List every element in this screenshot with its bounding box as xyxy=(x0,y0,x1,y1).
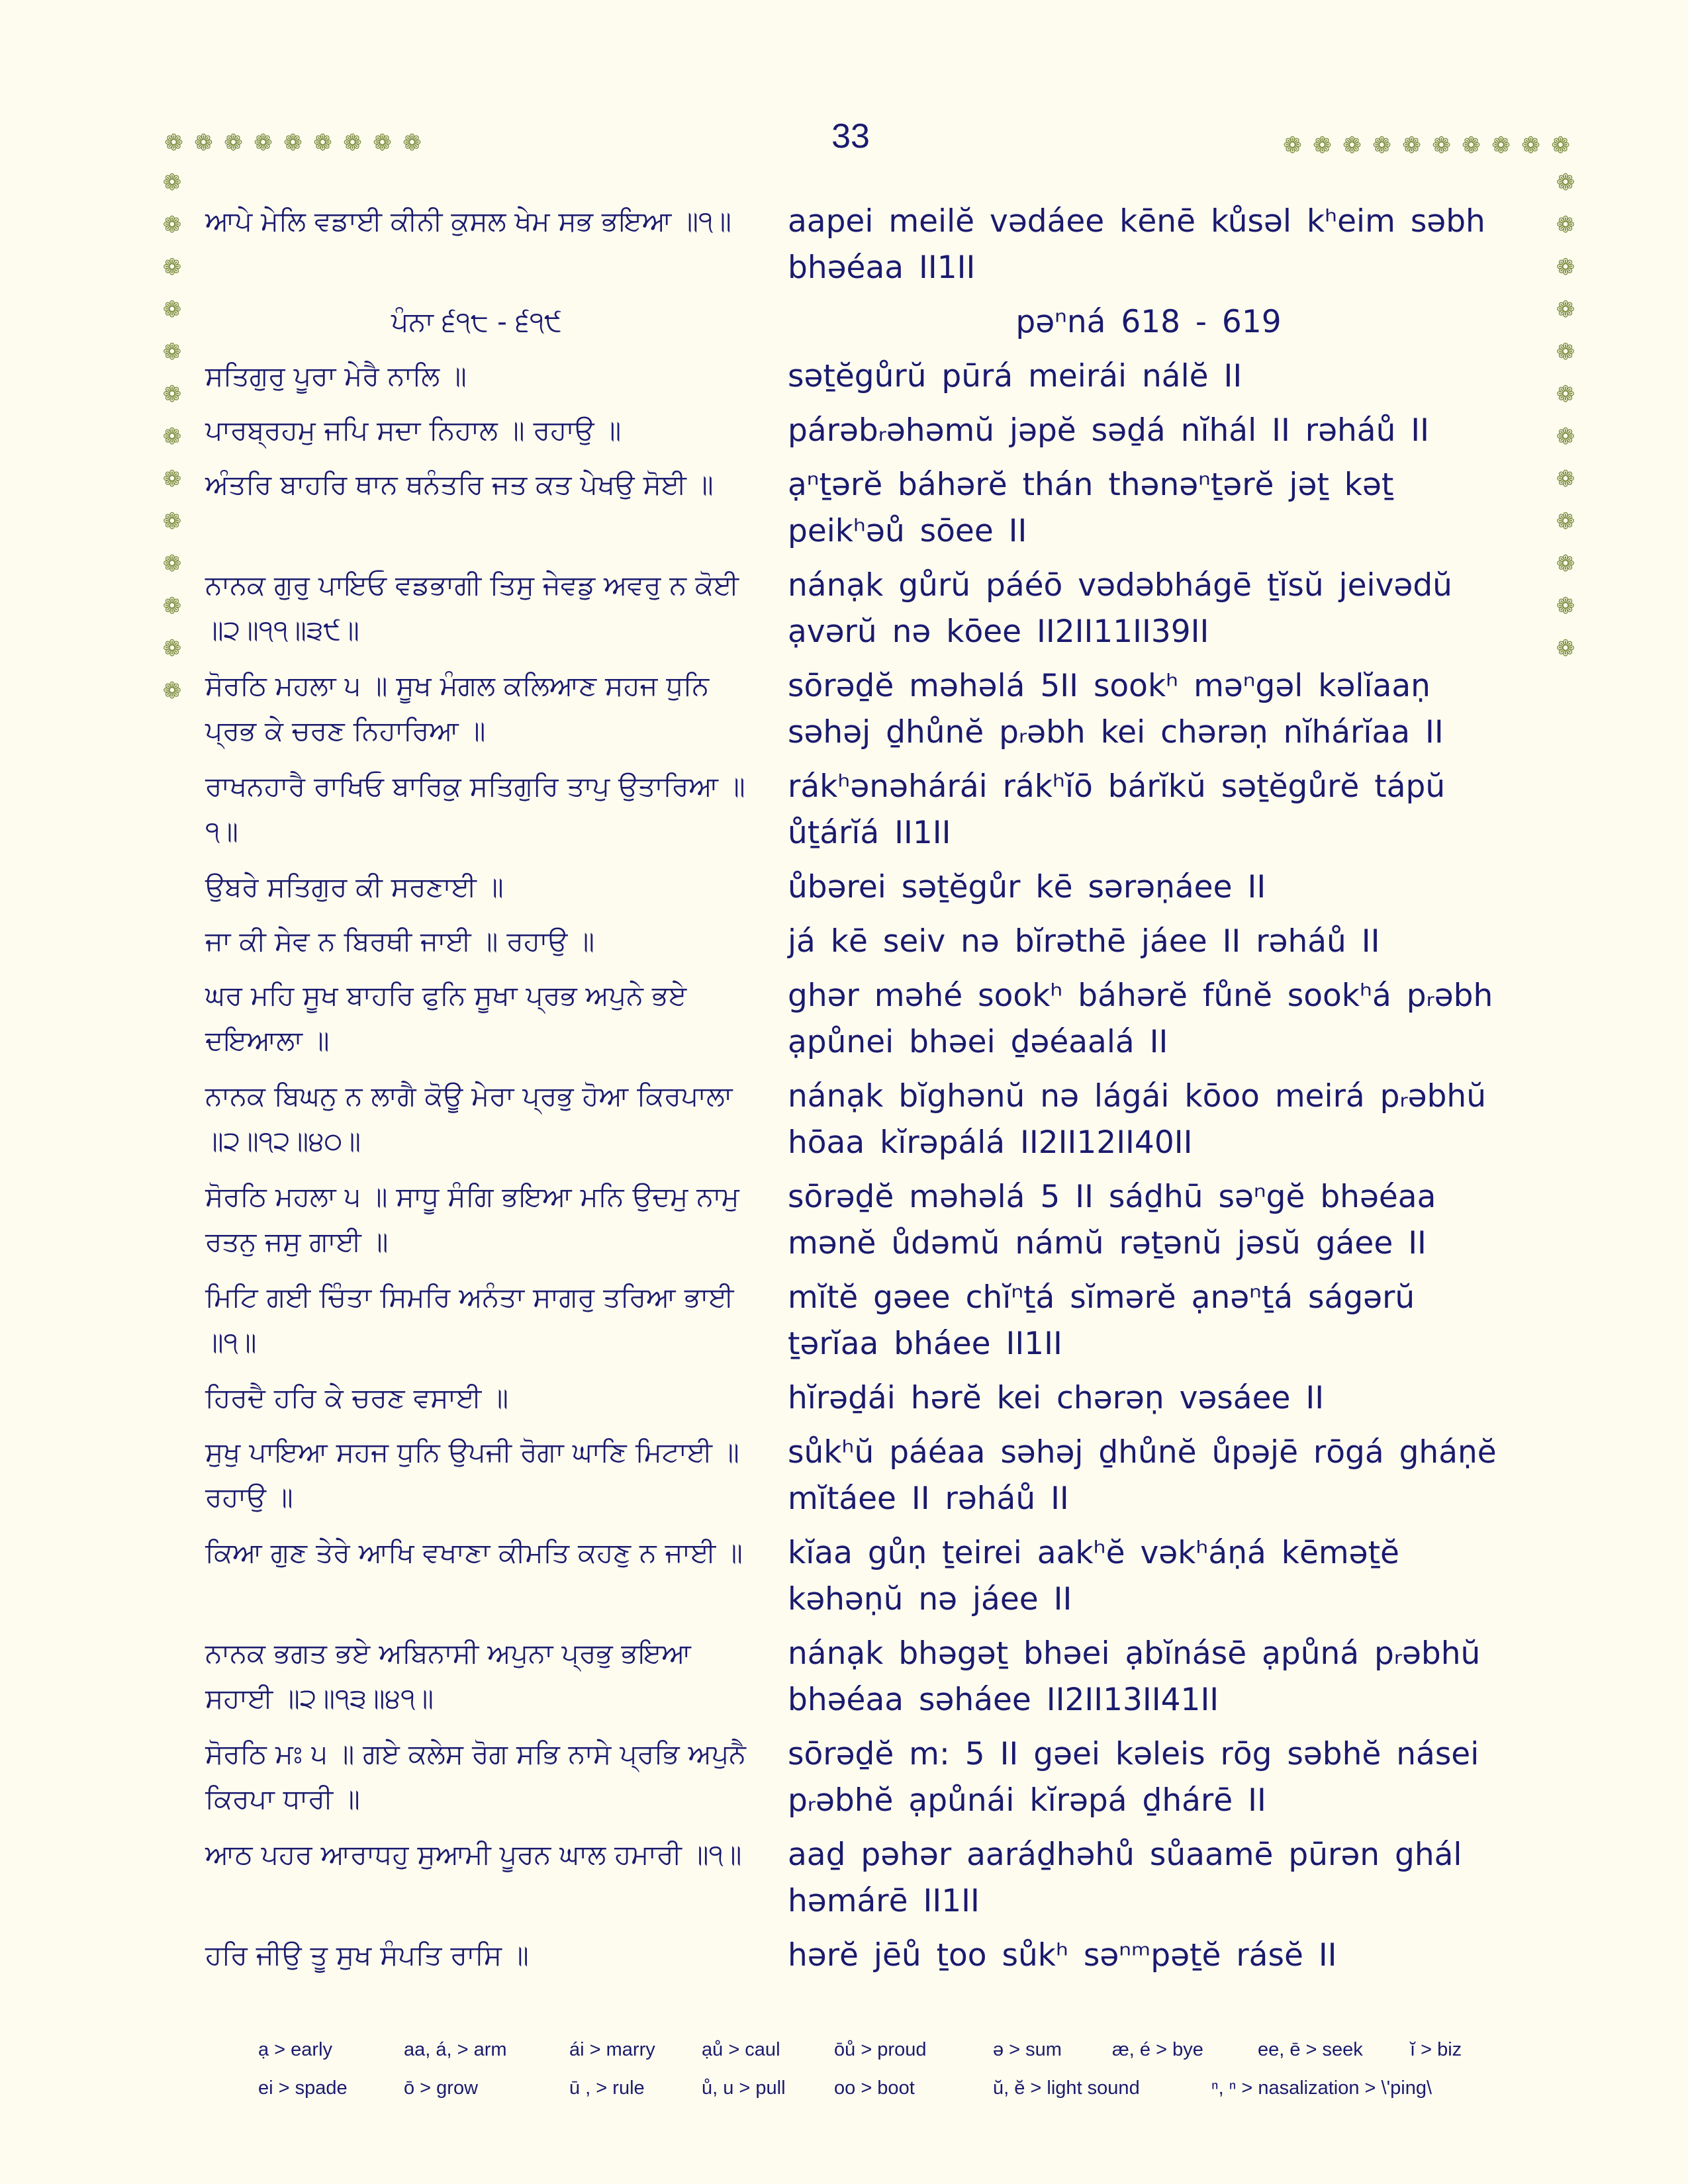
gurmukhi-text: ਅੰਤਰਿ ਬਾਹਰਿ ਥਾਨ ਥਨੰਤਰਿ ਜਤ ਕਤ ਪੇਖਉ ਸੋਈ ॥ xyxy=(205,469,714,500)
verse-row xyxy=(205,199,1542,291)
legend-item: oo > boot xyxy=(834,2077,915,2099)
transliteration-text: sůkʰŭ páéaa səhəj ḏhůnĕ ůpəjē rōgá gháṇĕ mĭtáee II rəháů II xyxy=(788,1434,1497,1517)
legend-item: æ, é > bye xyxy=(1112,2038,1203,2060)
flower-icon: ❁ xyxy=(162,635,182,662)
gurmukhi-text: ਹਿਰਦੈ ਹਰਿ ਕੇ ਚਰਣ ਵਸਾਈ ॥ xyxy=(205,1382,508,1414)
verse-row xyxy=(205,462,1542,555)
flower-icon: ❁ xyxy=(164,130,183,156)
transliteration-text: aaḏ pəhər aaráḏhəhů sůaamē pūrən ghál həmárē II1II xyxy=(788,1837,1462,1919)
flower-icon: ❁ xyxy=(1342,132,1362,159)
flower-icon: ❁ xyxy=(224,130,243,156)
transliteration-text: já kē seiv nə bĭrəthē jáee II rəháů II xyxy=(788,923,1380,960)
flower-icon: ❁ xyxy=(1556,212,1575,238)
legend-item: ə > sum xyxy=(993,2038,1062,2060)
flower-icon: ❁ xyxy=(1556,339,1575,365)
legend-item: ạ > early xyxy=(258,2038,333,2060)
legend-item: ū , > rule xyxy=(569,2077,645,2099)
verse-row xyxy=(205,1430,1542,1522)
transliteration-text: sōrəḏĕ m: 5 II gəei kəleis rōg səbhĕ násei pᵣəbhĕ ạpůnái kĭrəpá ḏhárē II xyxy=(788,1736,1479,1819)
pronunciation-legend xyxy=(258,2030,1516,2107)
legend-row xyxy=(258,2069,1516,2107)
gurmukhi-text: ਪੰਨਾ ੬੧੮ - ੬੧੯ xyxy=(391,306,562,338)
gurmukhi-text: ਆਠ ਪਹਰ ਆਰਾਧਹੁ ਸੁਆਮੀ ਪੂਰਨ ਘਾਲ ਹਮਾਰੀ ॥੧॥ xyxy=(205,1839,742,1870)
flower-icon: ❁ xyxy=(1491,132,1511,159)
gurmukhi-text: ਉਬਰੇ ਸਤਿਗੁਰ ਕੀ ਸਰਣਾਈ ॥ xyxy=(205,871,504,903)
flower-icon: ❁ xyxy=(162,424,182,450)
legend-item: ōů > proud xyxy=(834,2038,927,2060)
flower-icon: ❁ xyxy=(194,130,213,156)
gurmukhi-text: ਸੋਰਠਿ ਮਃ ੫ ॥ ਗਏ ਕਲੇਸ ਰੋਗ ਸਭਿ ਨਾਸੇ ਪ੍ਰਭਿ ਅਪੁਨੈ ਕਿਰਪਾ ਧਾਰੀ ॥ xyxy=(205,1738,746,1815)
transliteration-text: sōrəḏĕ məhəlá 5II sookʰ məⁿgəl kəlĭaaṇ səhəj ḏhůnĕ pᵣəbh kei chərəṇ nĭhárĭaa II xyxy=(788,668,1444,751)
gurmukhi-text: ਜਾ ਕੀ ਸੇਵ ਨ ਬਿਰਥੀ ਜਾਈ ॥ ਰਹਾਉ ॥ xyxy=(205,925,594,957)
flower-icon: ❁ xyxy=(1551,132,1570,159)
flower-icon: ❁ xyxy=(162,381,182,408)
flower-icon: ❁ xyxy=(1556,593,1575,619)
verse-row xyxy=(205,1731,1542,1824)
transliteration-text: nánạk bhəgəṯ bhəei ạbĭnásē ạpůná pᵣəbhŭ bhəéaa səháee II2II13II41II xyxy=(788,1635,1481,1718)
flower-icon: ❁ xyxy=(254,130,273,156)
gurmukhi-text: ਆਪੇ ਮੇਲਿ ਵਡਾਈ ਕੀਨੀ ਕੁਸਲ ਖੇਮ ਸਭ ਭਇਆ ॥੧॥ xyxy=(205,205,731,237)
verse-row xyxy=(205,1530,1542,1623)
verse-row xyxy=(205,1073,1542,1166)
transliteration-text: nánạk bĭghənŭ nə lágái kōoo meirá pᵣəbhŭ hōaa kĭrəpálá II2II12II40II xyxy=(788,1078,1486,1161)
flower-icon: ❁ xyxy=(1556,466,1575,492)
flower-icon: ❁ xyxy=(1402,132,1421,159)
page-number: 33 xyxy=(831,117,870,156)
flower-icon: ❁ xyxy=(1556,551,1575,577)
ornament-right-border xyxy=(1552,161,1579,670)
legend-item: ee, ē > seek xyxy=(1258,2038,1363,2060)
legend-item: ŭ, ĕ > light sound xyxy=(993,2077,1140,2099)
verse-row xyxy=(205,1933,1542,1979)
flower-icon: ❁ xyxy=(343,130,362,156)
transliteration-text: sōrəḏĕ məhəlá 5 II sáḏhū səⁿgĕ bhəéaa mənĕ ůdəmŭ námŭ rəṯənŭ jəsŭ gáee II xyxy=(788,1179,1436,1261)
legend-item: ō > grow xyxy=(404,2077,479,2099)
gurmukhi-text: ਮਿਟਿ ਗਈ ਚਿੰਤਾ ਸਿਮਰਿ ਅਨੰਤਾ ਸਾਗਰੁ ਤਰਿਆ ਭਾਈ ॥੧॥ xyxy=(205,1281,734,1358)
gurmukhi-text: ਰਾਖਨਹਾਰੈ ਰਾਖਿਓ ਬਾਰਿਕੁ ਸਤਿਗੁਰਿ ਤਾਪੁ ਉਤਾਰਿਆ ॥੧॥ xyxy=(205,770,745,847)
flower-icon: ❁ xyxy=(162,296,182,323)
gurmukhi-text: ਘਰ ਮਹਿ ਸੂਖ ਬਾਹਰਿ ਫੁਨਿ ਸੂਖਾ ਪ੍ਰਭ ਅਪੁਨੇ ਭਏ ਦਇਆਲਾ ॥ xyxy=(205,979,687,1056)
transliteration-text: rákʰənəhárái rákʰĭō bárĭkŭ səṯĕgůrĕ tápŭ ůṯárĭá II1II xyxy=(788,768,1446,851)
transliteration-text: hĭrəḏái hərĕ kei chərəṇ vəsáee II xyxy=(788,1380,1325,1416)
gurmukhi-text: ਕਿਆ ਗੁਣ ਤੇਰੇ ਆਖਿ ਵਖਾਣਾ ਕੀਮਤਿ ਕਹਣੁ ਨ ਜਾਈ ॥ xyxy=(205,1537,743,1569)
transliteration-text: aapei meilĕ vədáee kēnē kůsəl kʰeim səbh bhəéaa II1II xyxy=(788,203,1485,286)
flower-icon: ❁ xyxy=(1556,424,1575,450)
ornament-left-border xyxy=(159,161,185,712)
flower-icon: ❁ xyxy=(162,678,182,704)
legend-row xyxy=(258,2030,1516,2069)
legend-item: ĭ > biz xyxy=(1410,2038,1462,2060)
flower-icon: ❁ xyxy=(162,339,182,365)
flower-icon: ❁ xyxy=(1556,296,1575,323)
flower-icon: ❁ xyxy=(162,169,182,196)
gurmukhi-text: ਨਾਨਕ ਭਗਤ ਭਏ ਅਬਿਨਾਸੀ ਅਪੁਨਾ ਪ੍ਰਭੁ ਭਇਆ ਸਹਾਈ ॥੨॥੧੩॥੪੧॥ xyxy=(205,1637,691,1714)
legend-item: ạů > caul xyxy=(702,2038,780,2060)
transliteration-text: nánạk gůrŭ páéō vədəbhágē ṯĭsŭ jeivədŭ ạvərŭ nə kōee II2II11II39II xyxy=(788,567,1452,650)
flower-icon: ❁ xyxy=(1313,132,1332,159)
legend-item: aa, á, > arm xyxy=(404,2038,507,2060)
flower-icon: ❁ xyxy=(1372,132,1391,159)
gurmukhi-text: ਸੁਖੁ ਪਾਇਆ ਸਹਜ ਧੁਨਿ ਉਪਜੀ ਰੋਗਾ ਘਾਣਿ ਮਿਟਾਈ ॥ ਰਹਾਉ ॥ xyxy=(205,1436,739,1513)
verse-row xyxy=(205,353,1542,400)
gurmukhi-text: ਨਾਨਕ ਗੁਰੁ ਪਾਇਓ ਵਡਭਾਗੀ ਤਿਸੁ ਜੇਵਡੁ ਅਵਰੁ ਨ ਕੋਈ ॥੨॥੧੧॥੩੯॥ xyxy=(205,569,739,646)
gurmukhi-text: ਪਾਰਬ੍ਰਹਮੁ ਜਪਿ ਸਦਾ ਨਿਹਾਲ ॥ ਰਹਾਉ ॥ xyxy=(205,414,622,446)
verse-row xyxy=(205,1631,1542,1723)
legend-item: ái > marry xyxy=(569,2038,655,2060)
verse-row xyxy=(205,764,1542,856)
gurmukhi-text: ਨਾਨਕ ਬਿਘਨੁ ਨ ਲਾਗੈ ਕੋਊ ਮੇਰਾ ਪ੍ਰਭੁ ਹੋਆ ਕਿਰਪਾਲਾ ॥੨॥੧੨॥੪੦॥ xyxy=(205,1080,733,1157)
flower-icon: ❁ xyxy=(1556,635,1575,662)
verse-row xyxy=(205,663,1542,756)
flower-icon: ❁ xyxy=(162,466,182,492)
legend-item: ei > spade xyxy=(258,2077,348,2099)
transliteration-text: pəⁿná 618 - 619 xyxy=(1015,304,1282,340)
transliteration-text: ůbərei səṯĕgůr kē sərəṇáee II xyxy=(788,869,1266,905)
flower-icon: ❁ xyxy=(1556,254,1575,281)
flower-icon: ❁ xyxy=(1556,508,1575,535)
transliteration-text: mĭtĕ gəee chĭⁿṯá sĭmərĕ ạnəⁿṯá ságərŭ ṯərĭaa bháee II1II xyxy=(788,1279,1415,1362)
transliteration-text: səṯĕgůrŭ pūrá meirái nálĕ II xyxy=(788,358,1243,394)
flower-icon: ❁ xyxy=(162,254,182,281)
flower-icon: ❁ xyxy=(313,130,332,156)
verse-row xyxy=(205,864,1542,911)
flower-icon: ❁ xyxy=(283,130,303,156)
verse-row xyxy=(205,1174,1542,1267)
flower-icon: ❁ xyxy=(162,212,182,238)
flower-icon: ❁ xyxy=(1283,132,1302,159)
verse-row xyxy=(205,973,1542,1066)
flower-icon: ❁ xyxy=(402,130,422,156)
flower-icon: ❁ xyxy=(1521,132,1540,159)
gurmukhi-text: ਸਤਿਗੁਰੁ ਪੂਰਾ ਮੇਰੈ ਨਾਲਿ ॥ xyxy=(205,360,467,392)
verse-list xyxy=(205,199,1542,1987)
verse-row xyxy=(205,1275,1542,1367)
page-range-heading xyxy=(205,299,1542,345)
gurmukhi-text: ਸੋਰਠਿ ਮਹਲਾ ੫ ॥ ਸਾਧੂ ਸੰਗਿ ਭਇਆ ਮਨਿ ਉਦਮੁ ਨਾਮੁ ਰਤਨੁ ਜਸੁ ਗਾਈ ॥ xyxy=(205,1181,739,1257)
verse-row xyxy=(205,919,1542,965)
flower-icon: ❁ xyxy=(162,551,182,577)
transliteration-text: hərĕ jēů ṯoo sůkʰ səⁿᵐpəṯĕ rásĕ II xyxy=(788,1937,1337,1974)
verse-row xyxy=(205,408,1542,454)
transliteration-text: ghər məhé sookʰ báhərĕ fůnĕ sookʰá pᵣəbh ạpůnei bhəei ḏəéaalá II xyxy=(788,978,1493,1060)
transliteration-text: ạⁿṯərĕ báhərĕ thán thənəⁿṯərĕ jəṯ kəṯ peikʰəů sōee II xyxy=(788,467,1394,549)
verse-row xyxy=(205,1832,1542,1925)
flower-icon: ❁ xyxy=(1556,381,1575,408)
transliteration-text: párəbᵣəhəmŭ jəpĕ səḏá nĭhál II rəháů II xyxy=(788,412,1430,449)
flower-icon: ❁ xyxy=(1432,132,1451,159)
legend-item: ⁿ, ⁿ > nasalization > \'ping\ xyxy=(1211,2077,1432,2099)
verse-row xyxy=(205,563,1542,655)
ornament-top-right xyxy=(1278,132,1575,159)
transliteration-text: kĭaa gůṇ ṯeirei aakʰĕ vəkʰáṇá kēməṯĕ kəhəṇŭ nə jáee II xyxy=(788,1535,1399,1617)
flower-icon: ❁ xyxy=(373,130,392,156)
gurmukhi-text: ਹਰਿ ਜੀਉ ਤੂ ਸੁਖ ਸੰਪਤਿ ਰਾਸਿ ॥ xyxy=(205,1939,529,1971)
flower-icon: ❁ xyxy=(162,593,182,619)
flower-icon: ❁ xyxy=(1462,132,1481,159)
flower-icon: ❁ xyxy=(162,508,182,535)
flower-icon: ❁ xyxy=(1556,169,1575,196)
ornament-top-left xyxy=(159,130,427,156)
gurmukhi-text: ਸੋਰਠਿ ਮਹਲਾ ੫ ॥ ਸੂਖ ਮੰਗਲ ਕਲਿਆਣ ਸਹਜ ਧੁਨਿ ਪ੍ਰਭ ਕੇ ਚਰਣ ਨਿਹਾਰਿਆ ॥ xyxy=(205,670,710,747)
verse-row xyxy=(205,1375,1542,1422)
legend-item: ů, u > pull xyxy=(702,2077,786,2099)
